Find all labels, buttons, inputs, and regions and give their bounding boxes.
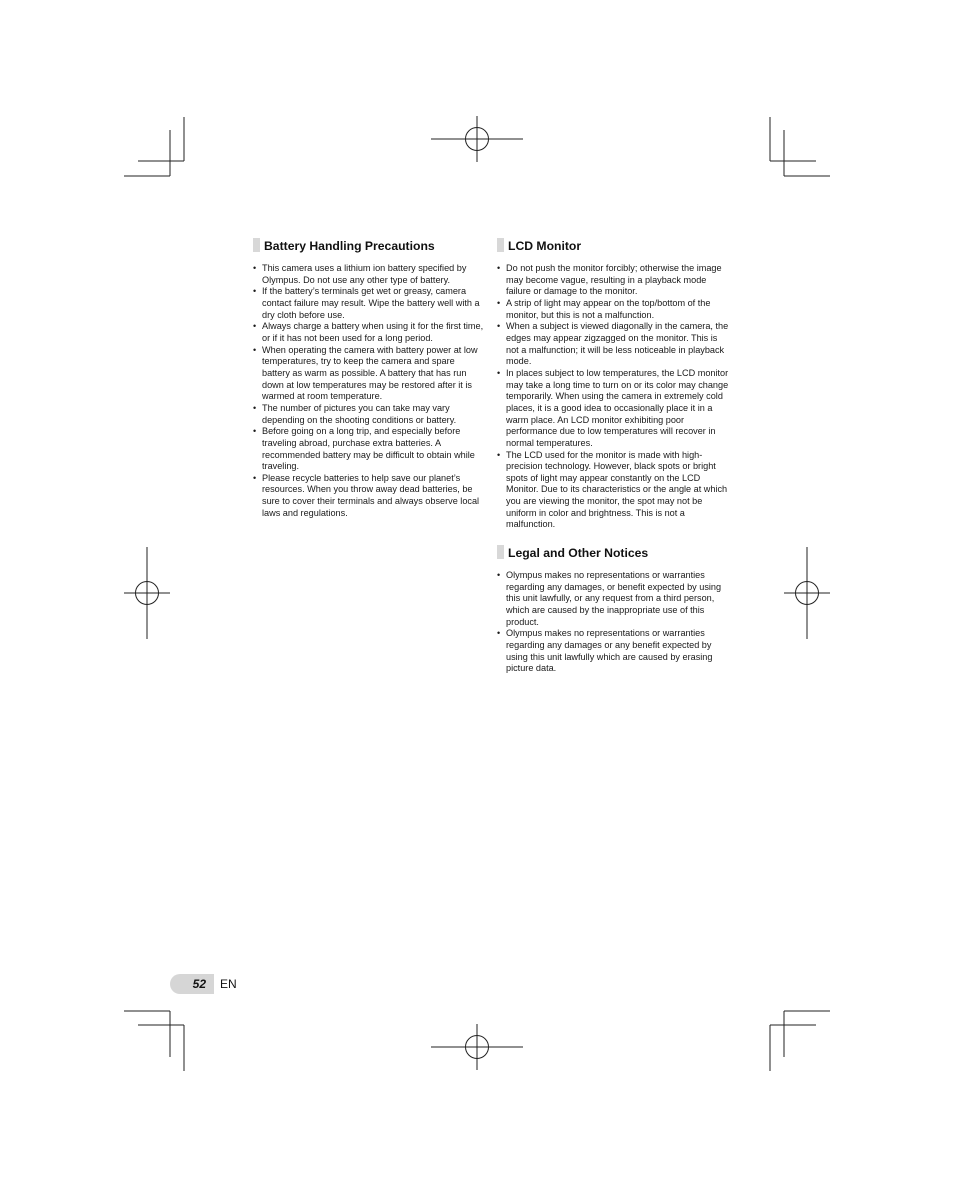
- page-number: 52: [170, 974, 214, 994]
- bullet-list: [497, 570, 729, 675]
- heading-marker: [253, 238, 260, 252]
- language-label: EN: [220, 977, 237, 991]
- bullet-list: [497, 263, 729, 531]
- lcd-monitor-section: [497, 238, 729, 531]
- battery-section: [253, 238, 485, 519]
- heading-marker: [497, 545, 504, 559]
- list-item: • Before going on a long trip, and especially before traveling abroad, purchase extra batteries. A recommended battery may be difficult to obtain while traveling.: [253, 426, 485, 473]
- list-item: • Do not push the monitor forcibly; otherwise the image may become vague, resulting in a playback mode failure or damage to the monitor.: [497, 263, 729, 298]
- section-heading: [253, 238, 485, 254]
- heading-marker: [497, 238, 504, 252]
- list-item: • The number of pictures you can take may vary depending on the shooting conditions or battery.: [253, 403, 485, 426]
- list-item: • Please recycle batteries to help save our planet’s resources. When you throw away dead batteries, be sure to cover their terminals and always observe local laws and regulations.: [253, 473, 485, 520]
- list-item: • If the battery’s terminals get wet or greasy, camera contact failure may result. Wipe the battery well with a dry cloth before use.: [253, 286, 485, 321]
- list-item: • Always charge a battery when using it for the first time, or if it has not been used for a long period.: [253, 321, 485, 344]
- list-item: • Olympus makes no representations or warranties regarding any damages, or benefit expected by using this unit lawfully, or any request from a third person, which are caused by the inappropriate use of this product.: [497, 570, 729, 628]
- list-item: • When operating the camera with battery power at low temperatures, try to keep the camera and spare battery as warm as possible. A battery that has run down at low temperatures may be restored after it is warmed at room temperature.: [253, 345, 485, 403]
- list-item: • A strip of light may appear on the top/bottom of the monitor, but this is not a malfunction.: [497, 298, 729, 321]
- section-title: Battery Handling Precautions: [264, 239, 435, 253]
- list-item: • The LCD used for the monitor is made with high-precision technology. However, black spots or bright spots of light may appear constantly on the LCD Monitor. Due to its characteristics or the angle at which you are viewing the monitor, the spot may not be uniform in color and brightness. This is not a malfunction.: [497, 450, 729, 532]
- section-title: LCD Monitor: [508, 239, 582, 253]
- left-column: [253, 238, 485, 519]
- legal-section: [497, 545, 729, 675]
- right-column: [497, 238, 729, 675]
- list-item: • Olympus makes no representations or warranties regarding any damages or any benefit expected by using this unit lawfully which are caused by erasing picture data.: [497, 628, 729, 675]
- section-title: Legal and Other Notices: [508, 546, 649, 561]
- bullet-list: [253, 263, 485, 519]
- section-heading: [497, 545, 729, 561]
- list-item: • This camera uses a lithium ion battery specified by Olympus. Do not use any other type of battery.: [253, 263, 485, 286]
- list-item: • When a subject is viewed diagonally in the camera, the edges may appear zigzagged on the monitor. This is not a malfunction; it will be less noticeable in playback mode.: [497, 321, 729, 368]
- page-footer: [170, 974, 237, 994]
- section-heading: [497, 238, 729, 254]
- list-item: • In places subject to low temperatures, the LCD monitor may take a long time to turn on or its color may change temporarily. When using the camera in extremely cold places, it is a good idea to occasionally place it in a warm place. An LCD monitor exhibiting poor performance due to low temperatures will recover in normal temperatures.: [497, 368, 729, 450]
